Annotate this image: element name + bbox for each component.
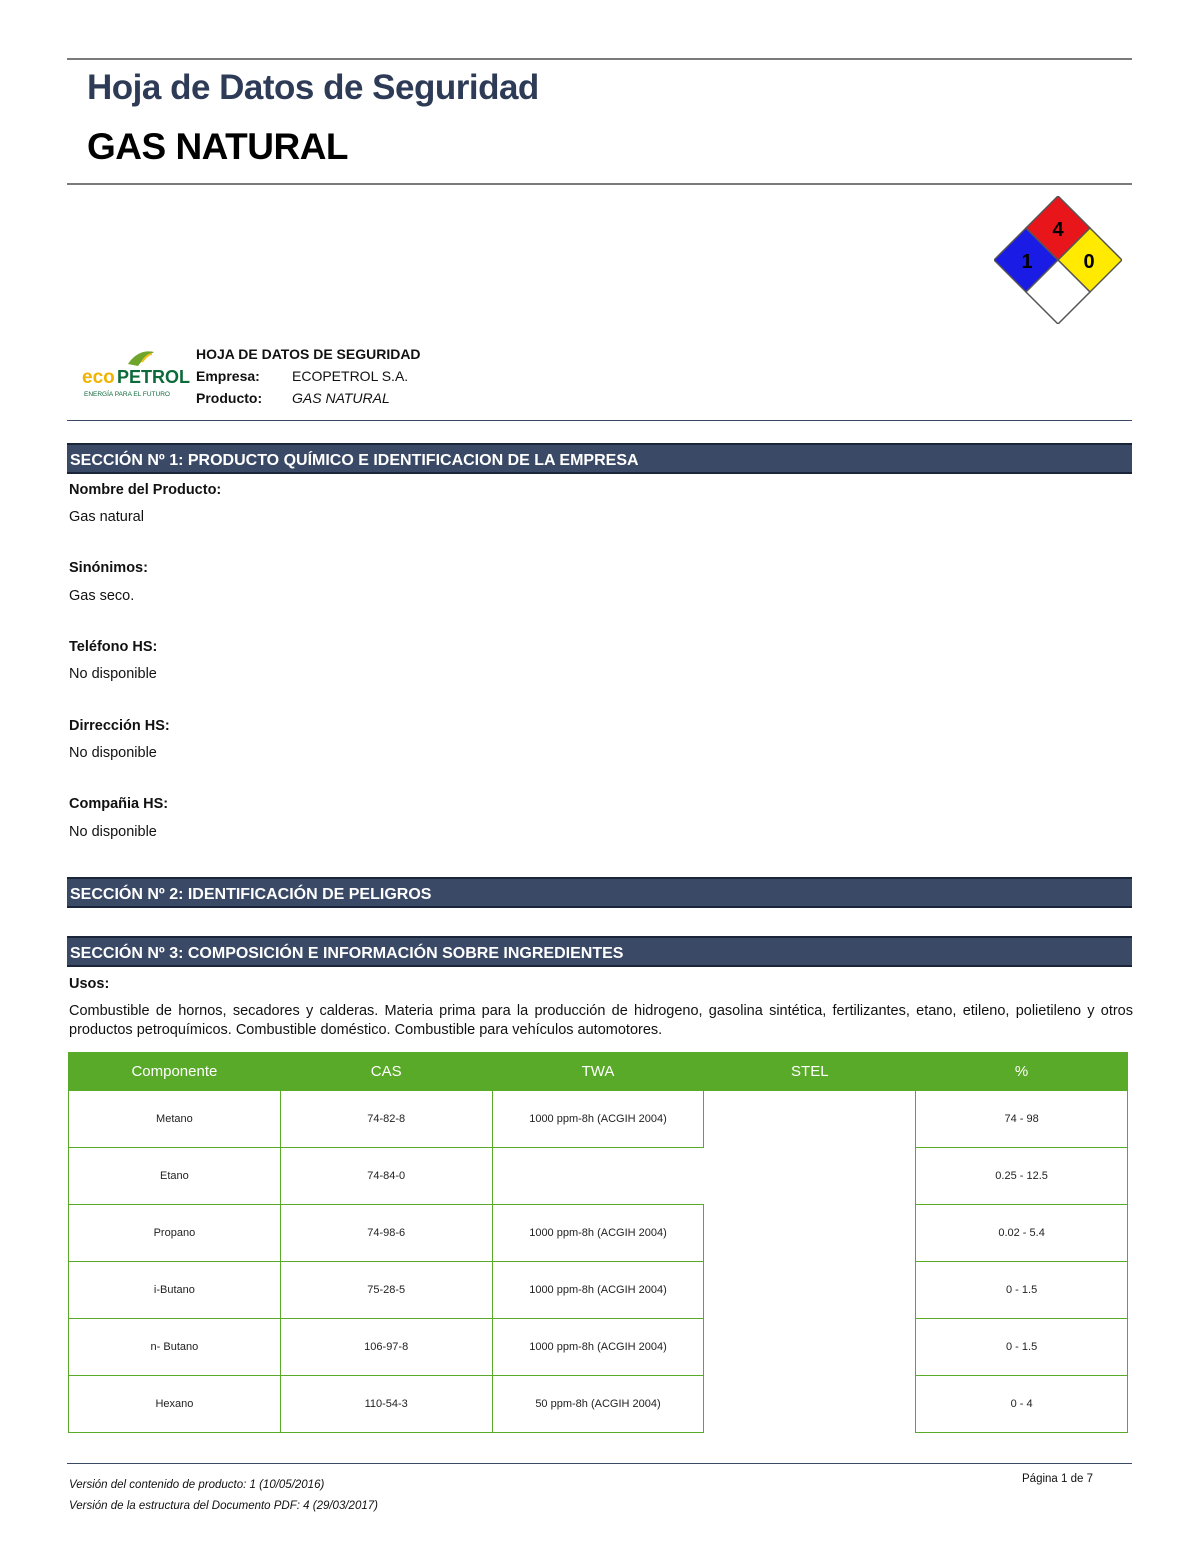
table-row: [69, 1091, 1128, 1148]
field-value-product-name: Gas natural: [69, 509, 144, 525]
ecopetrol-logo: [80, 348, 192, 400]
footer-versions: [69, 1475, 378, 1517]
company-label: Empresa:: [196, 368, 260, 384]
cell-cas: 75-28-5: [280, 1262, 492, 1319]
svg-text:ENERGÍA PARA EL FUTURO: ENERGÍA PARA EL FUTURO: [84, 391, 170, 398]
col-header-stel: STEL: [704, 1053, 916, 1091]
cell-twa: 1000 ppm-8h (ACGIH 2004): [492, 1091, 704, 1148]
col-header-percent: %: [916, 1053, 1128, 1091]
cell-twa: [492, 1148, 704, 1205]
cell-twa: 1000 ppm-8h (ACGIH 2004): [492, 1319, 704, 1376]
composition-table: [68, 1052, 1128, 1433]
field-value-address: No disponible: [69, 745, 157, 761]
nfpa-reactivity-value: 0: [1083, 251, 1095, 273]
field-value-synonyms: Gas seco.: [69, 588, 135, 604]
table-row: [69, 1376, 1128, 1433]
cell-cas: 106-97-8: [280, 1319, 492, 1376]
cell-stel: [704, 1091, 916, 1148]
table-row: [69, 1205, 1128, 1262]
cell-component: n- Butano: [69, 1319, 281, 1376]
cell-twa: 1000 ppm-8h (ACGIH 2004): [492, 1205, 704, 1262]
table-header-row: [69, 1053, 1128, 1091]
document-title: Hoja de Datos de Seguridad: [87, 68, 539, 107]
nfpa-health-value: 1: [1021, 251, 1033, 273]
field-label-company: Compañia HS:: [69, 796, 169, 812]
cell-percent: 0.02 - 5.4: [916, 1205, 1128, 1262]
field-label-phone: Teléfono HS:: [69, 639, 158, 655]
cell-cas: 110-54-3: [280, 1376, 492, 1433]
cell-cas: 74-82-8: [280, 1091, 492, 1148]
cell-component: Metano: [69, 1091, 281, 1148]
footer-page-number: Página 1 de 7: [1022, 1473, 1093, 1485]
col-header-twa: TWA: [492, 1053, 704, 1091]
cell-stel: [704, 1319, 916, 1376]
top-rule: [67, 58, 1132, 60]
footer-content-version: Versión del contenido de producto: 1 (10/05/2016): [69, 1479, 325, 1491]
cell-stel: [704, 1262, 916, 1319]
svg-text:eco: eco: [82, 367, 115, 388]
table-row: [69, 1262, 1128, 1319]
uses-label: Usos:: [69, 976, 110, 992]
cell-percent: 0 - 4: [916, 1376, 1128, 1433]
field-label-synonyms: Sinónimos:: [69, 560, 148, 576]
company-block-rule: [67, 420, 1132, 421]
field-label-product-name: Nombre del Producto:: [69, 482, 222, 498]
cell-percent: 0.25 - 12.5: [916, 1148, 1128, 1205]
svg-text:PETROL: PETROL: [117, 367, 191, 387]
cell-stel: [704, 1376, 916, 1433]
cell-component: Propano: [69, 1205, 281, 1262]
company-value: ECOPETROL S.A.: [292, 368, 409, 384]
uses-text: Combustible de hornos, secadores y calderas. Materia prima para la producción de hidrogeno, gasolina sintética, fertilizantes, etano, etileno, polietileno y otros productos petroquímicos. Combustible doméstico. Combustible para vehículos automotores.: [69, 1003, 1133, 1038]
footer-structure-version: Versión de la estructura del Documento PDF: 4 (29/03/2017): [69, 1500, 378, 1512]
table-row: [69, 1148, 1128, 1205]
nfpa-flammability-value: 4: [1052, 219, 1064, 241]
cell-twa: 50 ppm-8h (ACGIH 2004): [492, 1376, 704, 1433]
cell-cas: 74-84-0: [280, 1148, 492, 1205]
cell-twa: 1000 ppm-8h (ACGIH 2004): [492, 1262, 704, 1319]
product-title: GAS NATURAL: [87, 126, 349, 167]
cell-component: Etano: [69, 1148, 281, 1205]
section-2-header: SECCIÓN Nº 2: IDENTIFICACIÓN DE PELIGROS: [67, 877, 1132, 908]
cell-component: Hexano: [69, 1376, 281, 1433]
field-value-company: No disponible: [69, 824, 157, 840]
footer-rule: [67, 1463, 1132, 1464]
company-info-block: [196, 343, 421, 409]
field-label-address: Dirrección HS:: [69, 718, 170, 734]
cell-stel: [704, 1148, 916, 1205]
cell-percent: 0 - 1.5: [916, 1262, 1128, 1319]
cell-cas: 74-98-6: [280, 1205, 492, 1262]
col-header-cas: CAS: [280, 1053, 492, 1091]
cell-component: i-Butano: [69, 1262, 281, 1319]
cell-stel: [704, 1205, 916, 1262]
section-1-header: SECCIÓN Nº 1: PRODUCTO QUÍMICO E IDENTIFICACION DE LA EMPRESA: [67, 443, 1132, 474]
cell-percent: 74 - 98: [916, 1091, 1128, 1148]
header-bottom-rule: [67, 183, 1132, 185]
col-header-component: Componente: [69, 1053, 281, 1091]
product-label: Producto:: [196, 390, 263, 406]
nfpa-hazard-diamond: [994, 196, 1122, 324]
company-block-heading: HOJA DE DATOS DE SEGURIDAD: [196, 346, 421, 362]
table-row: [69, 1319, 1128, 1376]
product-value: GAS NATURAL: [292, 390, 390, 406]
field-value-phone: No disponible: [69, 666, 157, 682]
cell-percent: 0 - 1.5: [916, 1319, 1128, 1376]
section-3-header: SECCIÓN Nº 3: COMPOSICIÓN E INFORMACIÓN SOBRE INGREDIENTES: [67, 936, 1132, 967]
